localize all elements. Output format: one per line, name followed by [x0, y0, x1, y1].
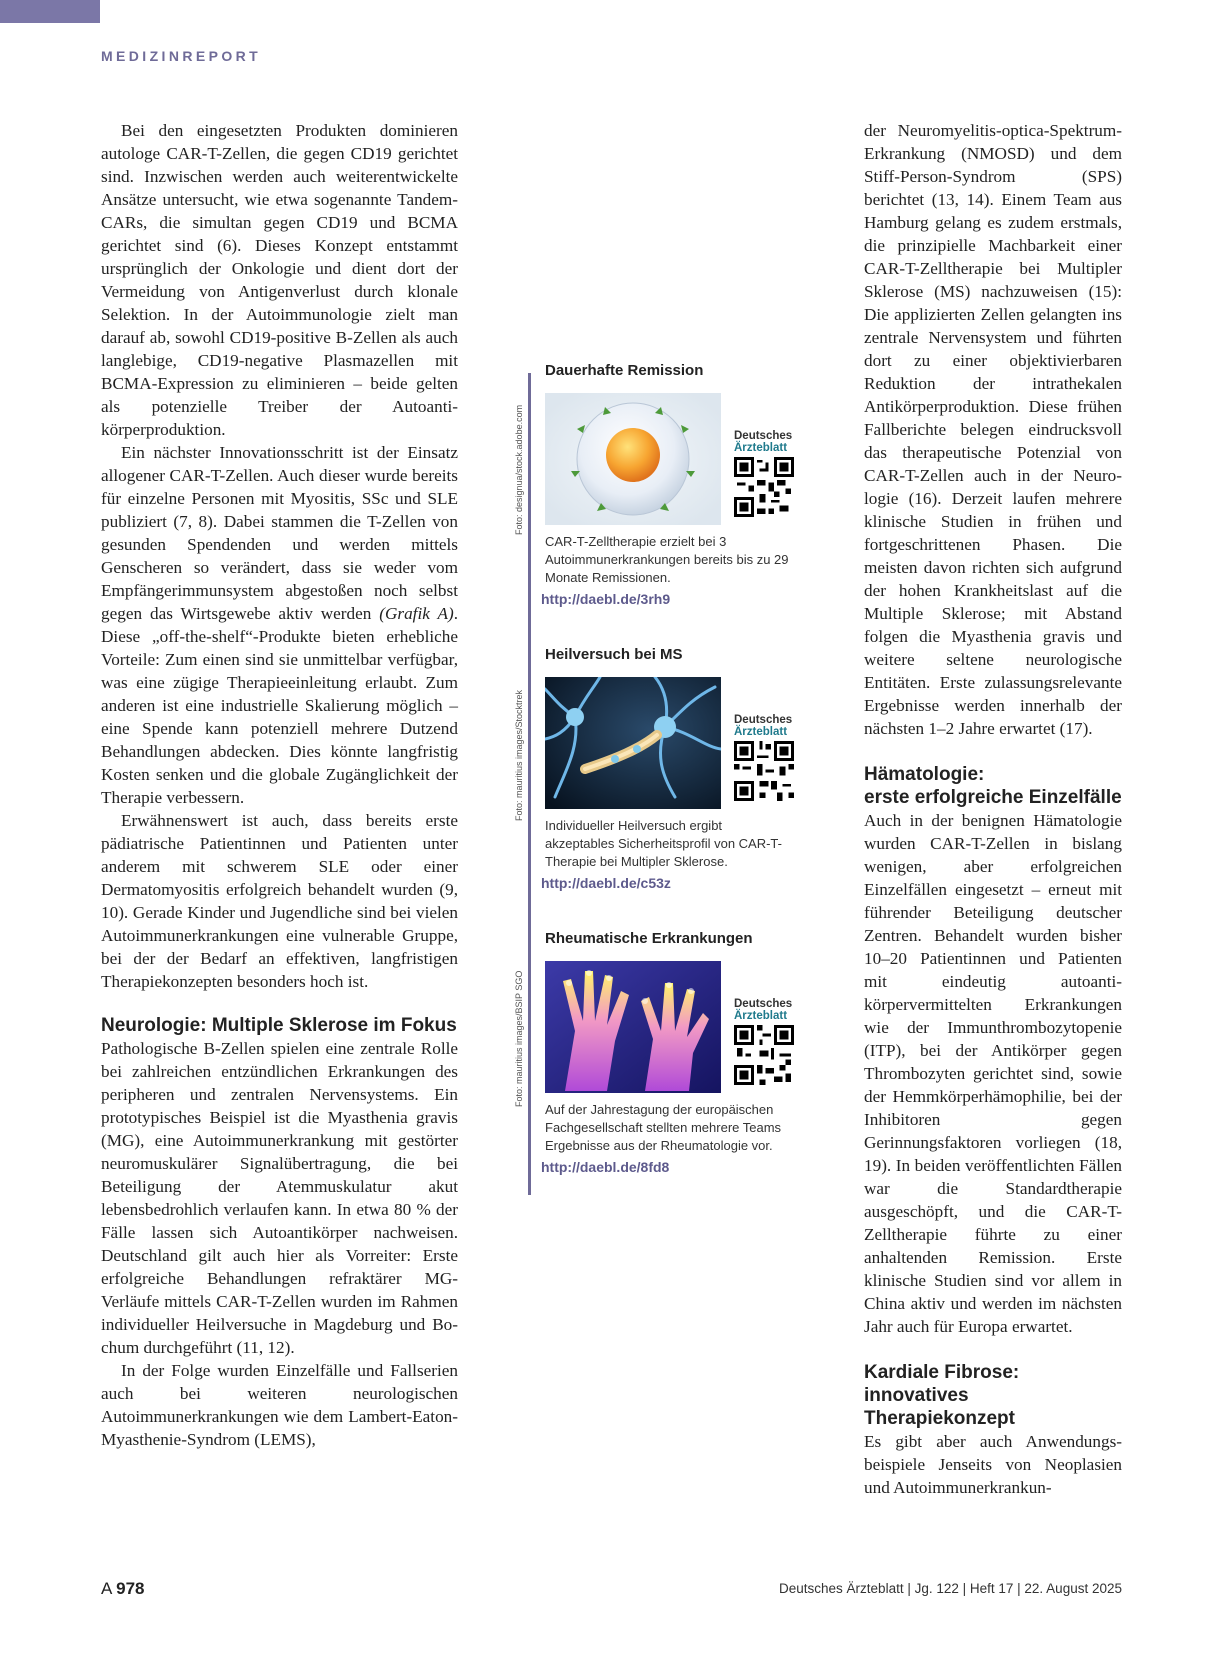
section-heading-haematology: Hämatologie: [864, 764, 985, 785]
page-number: A 978 [101, 1579, 145, 1598]
related-article-box[interactable] [541, 645, 815, 891]
article-link[interactable]: http://daebl.de/8fd8 [541, 1159, 670, 1175]
paragraph: In der Folge wurden Einzelfälle und Fallserien auch bei weiteren neurologischen Autoimmunerkrankungen wie dem Lambert-Eaton-Myasthenie-Syndrom (LEMS), [101, 1361, 458, 1449]
photo-credit: Foto: designua/stock.adobe.com [514, 404, 524, 535]
article-link[interactable]: http://daebl.de/c53z [541, 875, 671, 891]
journal-info: Deutsches Ärzteblatt | Jg. 122 | Heft 17 | 22. August 2025 [779, 1581, 1122, 1596]
section-heading-neurology: Neurologie: Multiple Sklerose im Fokus [101, 1015, 457, 1036]
aerzteblatt-logo: Deutsches Ärzteblatt [734, 430, 793, 454]
related-articles-sidebar [528, 362, 821, 1195]
aerzteblatt-logo: Deutsches Ärzteblatt [734, 714, 793, 738]
paragraph: Es gibt aber auch Anwendungsbeispiele Jenseits von Neoplasien und Autoimmunerkrankun- [864, 1432, 1122, 1497]
aerzteblatt-logo: Deutsches Ärzteblatt [734, 998, 793, 1022]
photo-credit: Foto: mauritius images/Stocktrek [514, 689, 524, 821]
qr-code-icon[interactable] [734, 741, 794, 801]
neuron-illustration-image [545, 677, 721, 809]
left-column [101, 119, 458, 1451]
thermal-hands-image [545, 961, 721, 1093]
paragraph: Pathologische B-Zellen spielen eine zentrale Rolle bei zahlreichen entzündlichen Erkrankungen des peripheren und zentralen Nervensystems. Ein prototypisches Beispiel ist die Myasthenia gravis (MG), eine Autoimmunerkrankung mit gestörter neuromuskulärer Signalübertragung, die bei Beteiligung der Atemmuskulatur akut lebensbedrohlich verlaufen kann. In etwa 80 % der Fälle lassen sich Autoantikörper nachweisen. Deutschland gilt auch hier als Vorreiter: Erste erfolgreiche Behandlungen refraktärer MG-Verläufe mittels CAR-T-Zellen wurden im Rahmen individueller Heilversuche in Magdeburg und Bochum durchgeführt (11, 12). [101, 1039, 458, 1357]
related-article-box[interactable] [541, 361, 815, 607]
box-caption: Auf der Jahrestagung der europäischen Fachgesellschaft stellten mehrere Teams Ergebnisse aus der Rheumatologie vor. [545, 1102, 782, 1153]
cell-illustration-image [545, 393, 721, 525]
figure-reference: (Grafik A) [379, 604, 454, 623]
box-caption: CAR-T-Zelltherapie erzielt bei 3 Autoimmunerkrankungen bereits bis zu 29 Monate Remissionen. [545, 534, 789, 585]
section-label: MEDIZINREPORT [101, 48, 262, 64]
box-title: Dauerhafte Remission [545, 362, 704, 379]
paragraph: Ein nächster Innovationsschritt ist der Einsatz allogener CAR-T-Zellen. Auch dieser wurde bereits für einzelne Personen mit Myositis, SSc und SLE publiziert (7, 8). Dabei stammen die T-Zellen von gesunden Spendenden und werden mittels Genscheren so verändert, dass sie weder vom Empfängerimmunsystem abgestoßen noch selbst gegen das Wirtsgewebe aktiv werden (Grafik A). Diese „off-the-shelf“-Produkte bieten erhebliche Vorteile: Zum einen sind sie unmittelbar verfügbar, was eine zügige Therapieeinleitung erlaubt. Zum anderen ist eine industrielle Skalierung möglich – eine Spende kann potenziell mehrere Dutzend Behandlungen abdecken. Dies könnte langfristig Kosten senken und die globale Zugänglichkeit der Therapie verbessern. [101, 443, 458, 807]
section-heading-cardiac-fibrosis: Kardiale Fibrose: [864, 1362, 1020, 1383]
section-heading-cardiac-fibrosis-sub: innovatives Therapiekonzept [864, 1385, 1015, 1429]
box-caption: Individueller Heilversuch ergibt akzeptables Sicherheitsprofil von CAR-T-Therapie bei Multipler Sklerose. [545, 818, 782, 869]
paragraph: der Neuromyelitis-optica-Spektrum-Erkrankung (NMOSD) und dem Stiff-Person-Syndrom (SPS) berichtet (13, 14). Einem Team aus Hamburg gelang es zudem erstmals, die prinzipielle Machbarkeit einer CAR-T-Zelltherapie bei Multipler Sklerose (MS) nachzuweisen (15): Die applizierten Zellen gelangten ins zentrale Nervensystem und führten dort zu einer objektivierbaren Reduktion der intrathekalen Antikörperproduktion. Diese frühen Fallberichte belegen eindrucksvoll das therapeutische Potenzial von CAR-T-Zellen auch in der Neurologie (16). Derzeit laufen mehrere klinische Studien in frühen und fortgeschrittenen Phasen. Die meisten davon richten sich aufgrund der hohen Krankheitslast auf die Multiple Sklerose; mit Abstand folgen die Myasthenia gravis und weitere seltene neurologische Entitäten. Erste zulassungsrelevante Ergebnisse werden innerhalb der nächsten 1–2 Jahre erwartet (17). [864, 121, 1122, 738]
box-title: Rheumatische Erkrankungen [545, 930, 753, 947]
article-link[interactable]: http://daebl.de/3rh9 [541, 591, 671, 607]
photo-credit: Foto: mauritius images/BSIP SGO [514, 970, 524, 1107]
right-column [864, 119, 1122, 1499]
section-heading-haematology-sub: erste erfolgreiche Einzelfälle [864, 787, 1122, 808]
qr-code-icon[interactable] [734, 1025, 794, 1085]
box-title: Heilversuch bei MS [545, 646, 683, 663]
paragraph: Bei den eingesetzten Produkten dominieren autologe CAR-T-Zellen, die gegen CD19 gerichtet sind. Inzwischen werden auch weiterentwickelte Ansätze untersucht, wie etwa sogenannte Tandem-CARs, die simultan gegen CD19 und BCMA gerichtet sind (6). Dieses Konzept entstammt ursprünglich der Onkologie und dient dort der Vermeidung von Antigenverlust durch klonale Selektion. In der Autoimmunologie zielt man darauf ab, sowohl CD19-positive B-Zellen als auch langlebige, CD19-negative Plasmazellen mit BCMA-Expression zu eliminieren – beide gelten als potenzielle Treiber der Autoantikörperproduktion. [101, 121, 458, 439]
paragraph: Auch in der benignen Hämatologie wurden CAR-T-Zellen in bislang wenigen, aber erfolgreichen Einzelfällen eingesetzt – erneut mit führender Beteiligung deutscher Zentren. Behandelt wurden bisher 10–20 Patientinnen und Patienten mit eindeutig autoantikörpervermittelten Erkrankungen wie der Immunthrombozytopenie (ITP), bei der Antikörper gegen Thrombozyten gerichtet sind, sowie der Hemmkörperhämophilie, bei der Inhibitoren gegen Gerinnungsfaktoren vorliegen (18, 19). In beiden veröffentlichten Fällen war die Standardtherapie ausgeschöpft, und die CAR-T-Zelltherapie führte zu einer anhaltenden Remission. Erste klinische Studien sind vor allem in China aktiv und werden im nächsten Jahr auch für Europa erwartet. [864, 811, 1122, 1336]
related-article-box[interactable] [541, 929, 815, 1175]
corner-color-bar [0, 0, 100, 23]
qr-code-icon[interactable] [734, 457, 794, 517]
paragraph: Erwähnenswert ist auch, dass bereits erste pädiatrische Patientinnen und Patienten unter anderem mit schwerem SLE oder einer Dermatomyositis erfolgreich behandelt wurden (9, 10). Gerade Kinder und Jugendliche sind bei vielen Autoimmunerkrankungen eine vulnerable Gruppe, bei der der Bedarf an effektiven, langfristigen Therapiekonzepten besonders hoch ist. [101, 811, 458, 991]
